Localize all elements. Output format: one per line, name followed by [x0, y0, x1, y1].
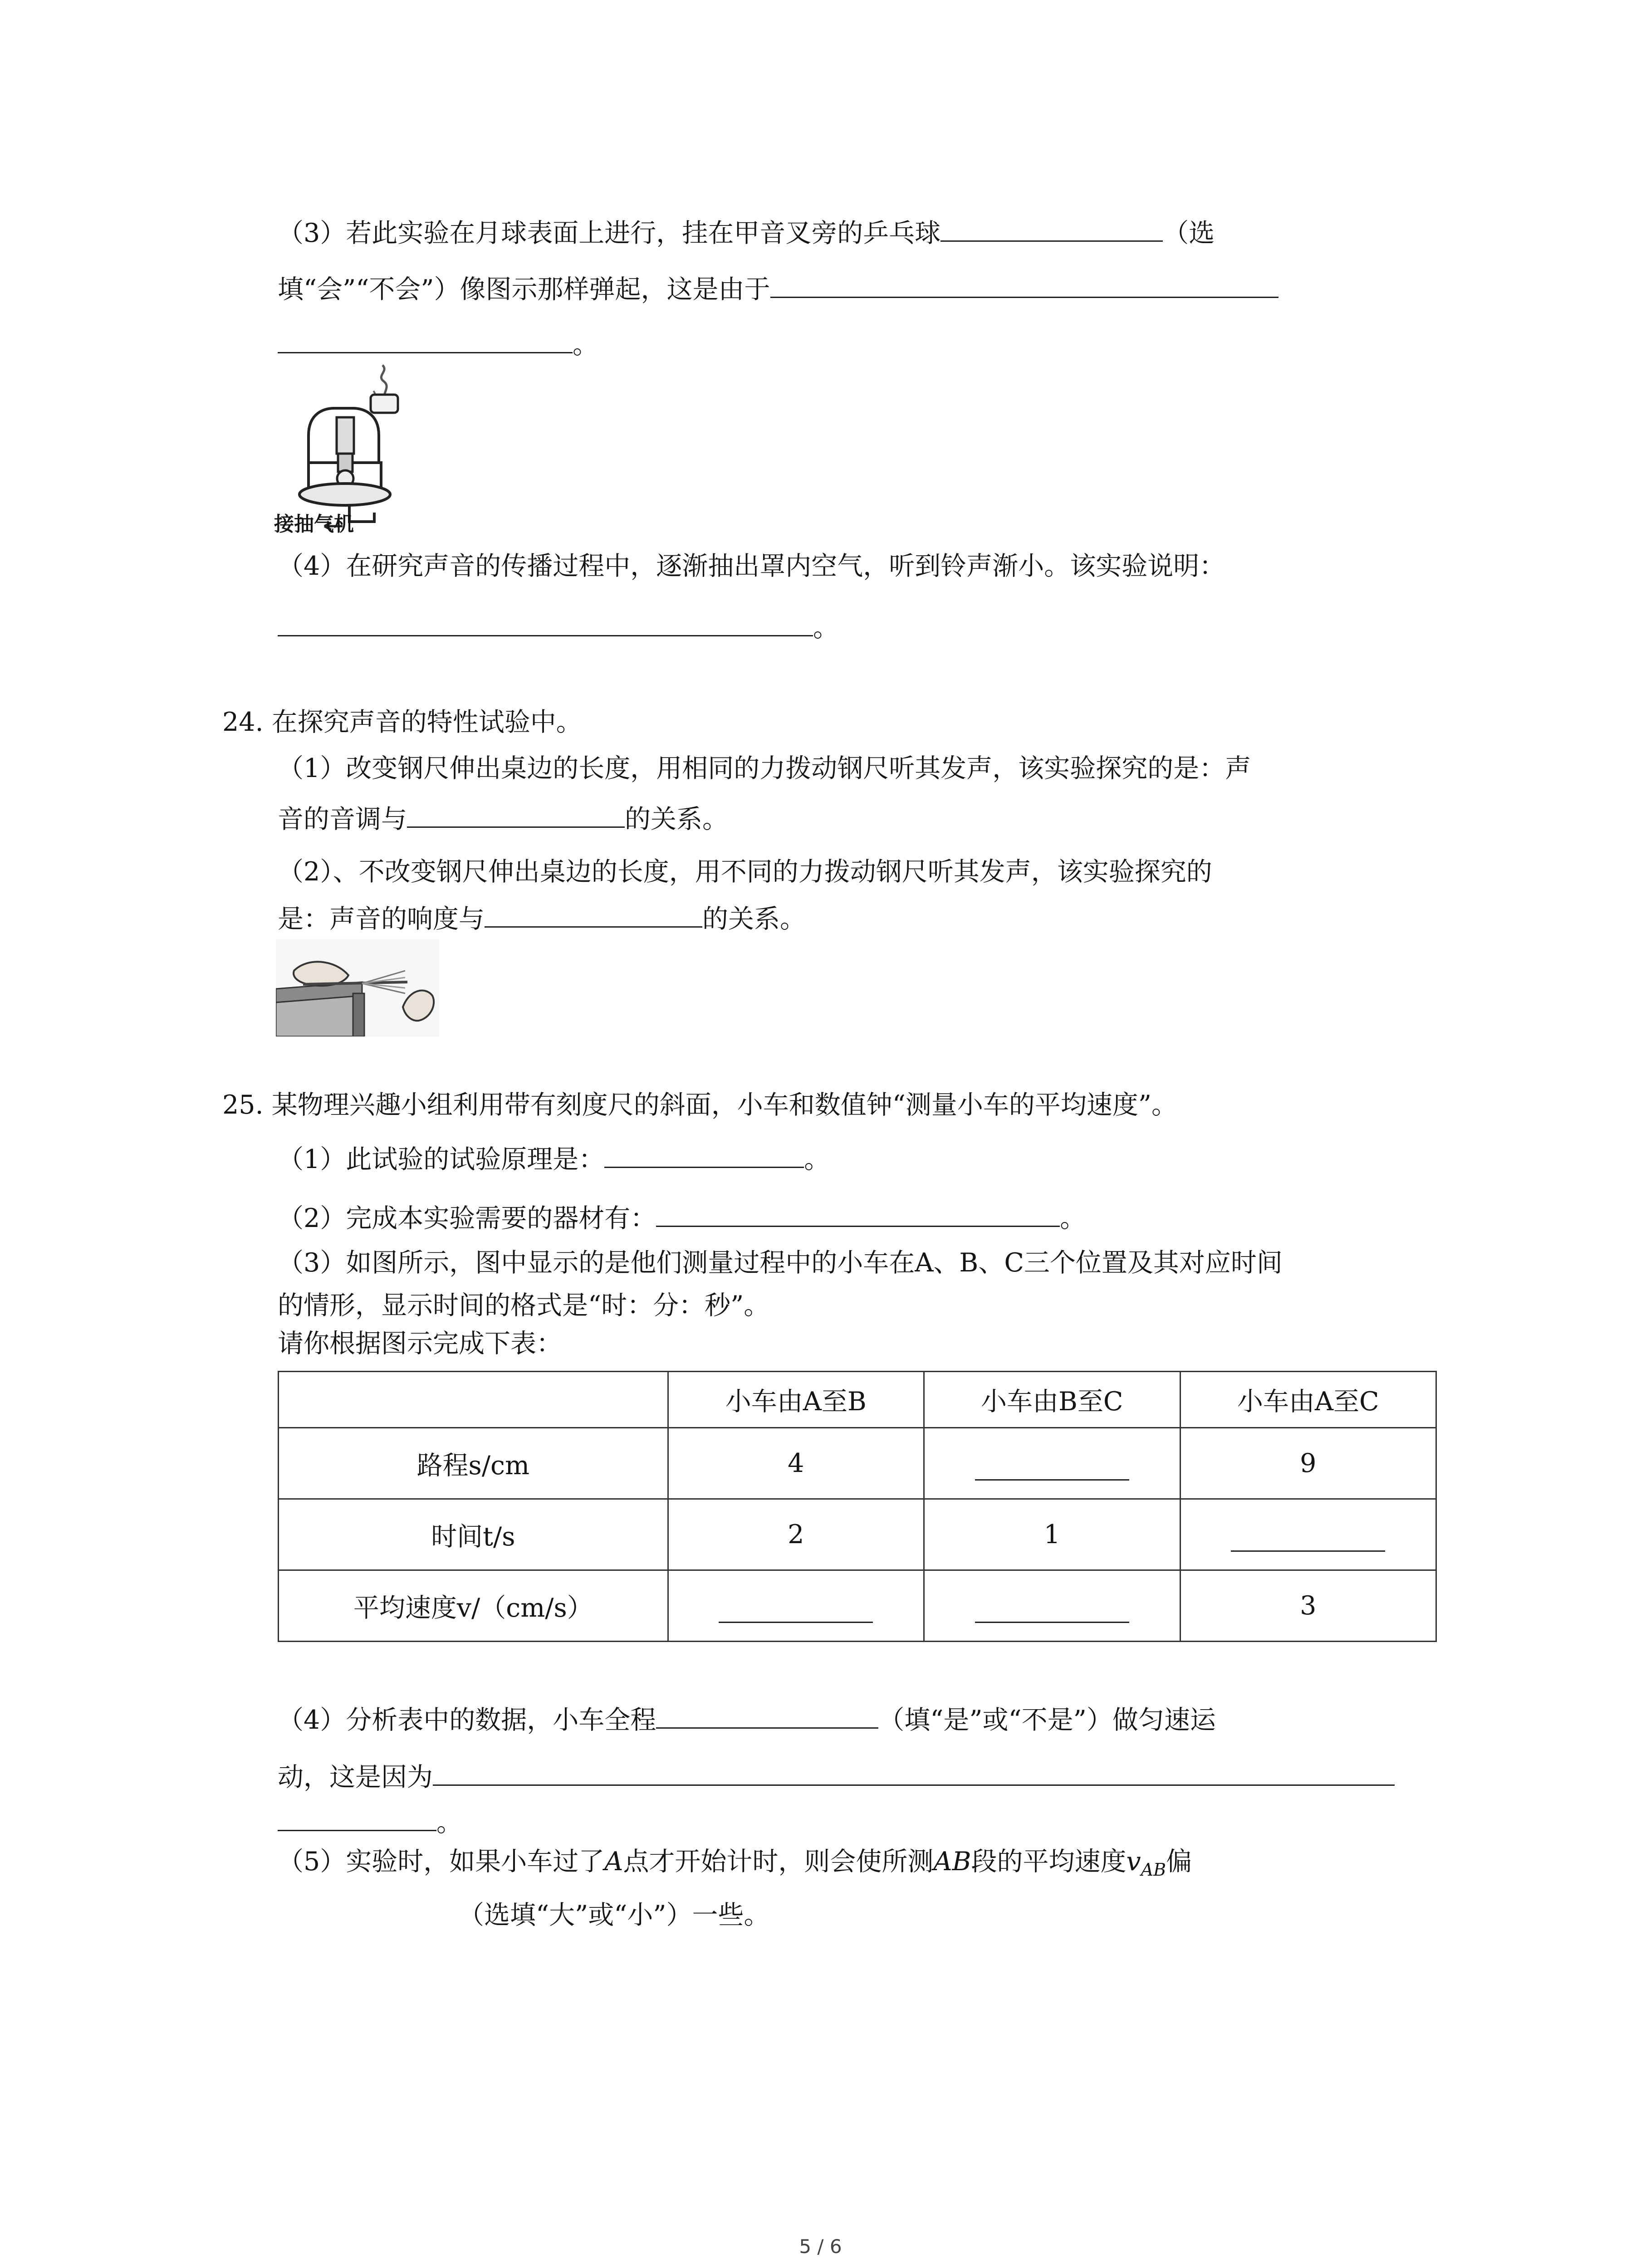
period: 。: [573, 330, 598, 360]
table-row: [279, 1499, 1436, 1570]
q25-part5-text-c: 段的平均速度: [971, 1847, 1127, 1877]
jar-base: [299, 484, 390, 505]
q24-part1-line2: [278, 798, 728, 837]
q25-part5-line2: （选填“大”或“小”）一些。: [458, 1900, 770, 1930]
q24-part2-pre: 是：声音的响度与: [278, 904, 485, 934]
table-header-cell: 小车由B至C: [924, 1372, 1180, 1428]
point-a-symbol: A: [604, 1847, 623, 1877]
table-header-cell: 小车由A至C: [1180, 1372, 1436, 1428]
answer-blank[interactable]: [433, 1756, 1395, 1786]
results-table: [278, 1371, 1437, 1642]
figure-label: 接抽气机: [274, 513, 354, 536]
period: 。: [436, 1808, 462, 1838]
answer-blank[interactable]: [278, 1802, 436, 1831]
table-header-cell: 小车由A至B: [668, 1372, 924, 1428]
q24-part1-post: 的关系。: [625, 804, 728, 834]
answer-blank[interactable]: [656, 1198, 1060, 1227]
answer-blank[interactable]: [278, 607, 813, 636]
q25-part2-text: （2）完成本实验需要的器材有：: [278, 1203, 656, 1233]
q25-part4-line1: [278, 1699, 1216, 1738]
q25-part4-line3: [278, 1802, 462, 1841]
table-cell: [924, 1570, 1180, 1641]
table-cell: 4: [668, 1427, 924, 1499]
table-header-cell: [279, 1372, 668, 1428]
table-cell: [1180, 1499, 1436, 1570]
q25-part3-line1: （3）如图所示，图中显示的是他们测量过程中的小车在A、B、C三个位置及其对应时间: [278, 1248, 1283, 1278]
table-cell: 9: [1180, 1427, 1436, 1499]
page-number: 5 / 6: [799, 2235, 842, 2258]
row-label: 时间t/s: [279, 1499, 668, 1570]
q25-title: 25. 某物理兴趣小组利用带有刻度尺的斜面，小车和数值钟“测量小车的平均速度”。: [222, 1090, 1178, 1120]
table-cell: [668, 1570, 924, 1641]
q25-part5-text-d: 偏: [1166, 1847, 1192, 1877]
answer-blank[interactable]: [975, 1453, 1129, 1481]
row-label: 平均速度v/（cm/s）: [279, 1570, 668, 1641]
table-row: [279, 1570, 1436, 1641]
q24-part2-line1: （2）、不改变钢尺伸出桌边的长度，用不同的力拨动钢尺听其发声，该实验探究的: [278, 857, 1212, 887]
q23-part3-text2: 填“会”“不会”）像图示那样弹起，这是由于: [278, 274, 770, 304]
q23-part4-line2: [278, 607, 839, 646]
q25-part4-text2: 动，这是因为: [278, 1762, 433, 1792]
q23-part3-line3: [278, 324, 598, 363]
period: 。: [813, 613, 839, 643]
answer-blank[interactable]: [278, 324, 573, 353]
q25-part4-post: （填“是”或“不是”）做匀速运: [878, 1705, 1216, 1735]
q25-part5-text-a: （5）实验时，如果小车过了: [278, 1847, 605, 1877]
answer-blank[interactable]: [656, 1699, 878, 1729]
table-cell: 2: [668, 1499, 924, 1570]
answer-blank[interactable]: [604, 1139, 804, 1168]
answer-blank[interactable]: [407, 798, 625, 828]
velocity-symbol: v: [1126, 1847, 1141, 1877]
table-cell: 1: [924, 1499, 1180, 1570]
q24-part1-line1: （1）改变钢尺伸出桌边的长度，用相同的力拨动钢尺听其发声，该实验探究的是：声: [278, 753, 1251, 783]
q25-part4-pre: （4）分析表中的数据，小车全程: [278, 1705, 656, 1735]
steel-ruler-figure: [276, 939, 439, 1036]
q23-part3-text: （3）若此实验在月球表面上进行，挂在甲音叉旁的乒乓球: [278, 218, 941, 248]
velocity-subscript: AB: [1141, 1860, 1166, 1880]
answer-blank[interactable]: [485, 898, 702, 928]
answer-blank[interactable]: [1231, 1524, 1385, 1552]
answer-blank[interactable]: [719, 1595, 873, 1623]
row-label: 路程s/cm: [279, 1427, 668, 1499]
q24-title: 24. 在探究声音的特性试验中。: [222, 707, 582, 737]
table-cell: 3: [1180, 1570, 1436, 1641]
q25-part5-text-b: 点才开始计时，则会使所测: [623, 1847, 934, 1877]
q25-part4-line2: [278, 1756, 1395, 1795]
segment-ab-symbol: AB: [933, 1847, 971, 1877]
answer-blank[interactable]: [770, 269, 1279, 298]
answer-blank[interactable]: [941, 212, 1163, 242]
q23-part4-line1: （4）在研究声音的传播过程中，逐渐抽出罩内空气，听到铃声渐小。该实验说明：: [278, 551, 1225, 581]
q24-part2-line2: [278, 898, 806, 937]
answer-blank[interactable]: [975, 1595, 1129, 1623]
q25-part2: [278, 1198, 1086, 1237]
q24-part2-post: 的关系。: [702, 904, 806, 934]
q23-part3-line1: [278, 212, 1215, 251]
table-header-row: [279, 1372, 1436, 1428]
q25-part3-line3: 请你根据图示完成下表：: [278, 1329, 562, 1359]
table-cell: [924, 1427, 1180, 1499]
period: 。: [1060, 1203, 1086, 1233]
q24-part1-pre: 音的音调与: [278, 804, 407, 834]
q23-part3-line2: [278, 269, 1279, 308]
q25-part3-line2: 的情形，显示时间的格式是“时：分：秒”。: [278, 1290, 770, 1320]
period: 。: [804, 1144, 830, 1174]
q25-part1: [278, 1139, 830, 1178]
q23-part3-tail: （选: [1163, 218, 1215, 248]
q25-part5-line1: [278, 1843, 1192, 1888]
q25-part1-text: （1）此试验的试验原理是：: [278, 1144, 605, 1174]
table-row: [279, 1427, 1436, 1499]
